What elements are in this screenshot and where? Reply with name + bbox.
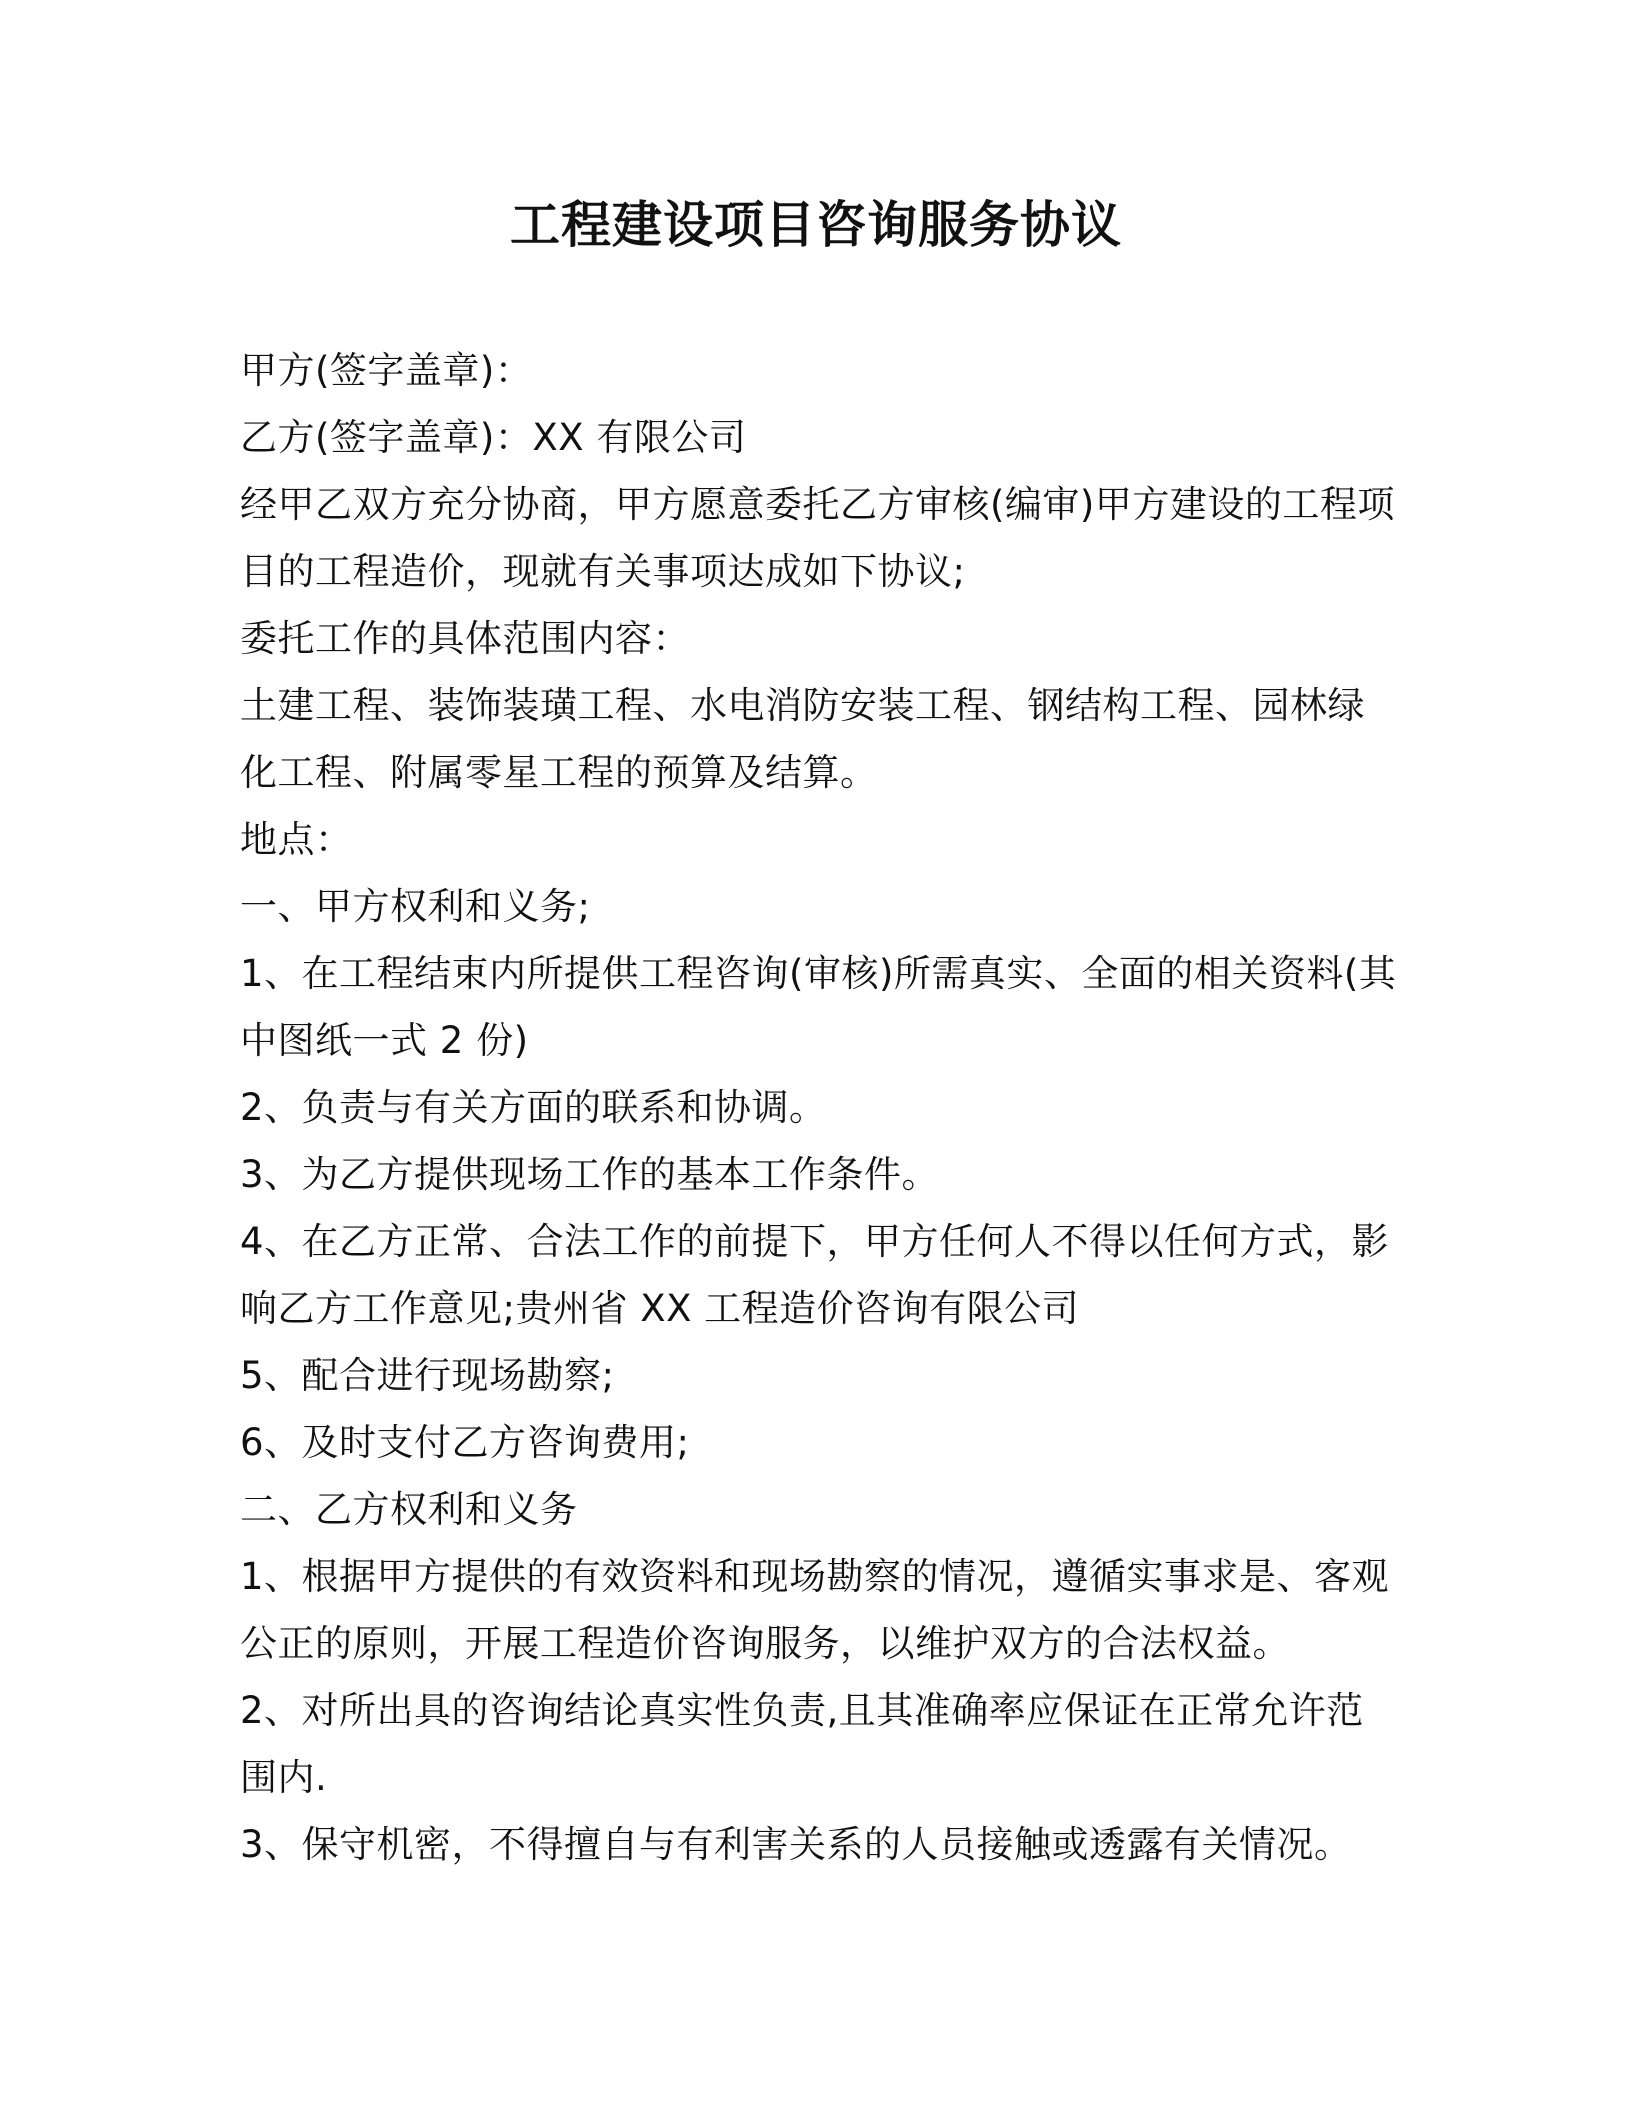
party-b-clause-3: 3、保守机密，不得擅自与有利害关系的人员接触或透露有关情况。 — [240, 1823, 1352, 1866]
section-heading-party-b: 二、乙方权利和义务 — [240, 1488, 578, 1531]
party-b-clause-1: 1、根据甲方提供的有效资料和现场勘察的情况，遵循实事求是、客观公正的原则，开展工程造价咨询服务，以维护双方的合法权益。 — [240, 1555, 1390, 1665]
party-a-clause-4: 4、在乙方正常、合法工作的前提下，甲方任何人不得以任何方式，影响乙方工作意见;贵州省 XX 工程造价咨询有限公司 — [240, 1220, 1390, 1330]
location-line: 地点： — [240, 818, 353, 861]
party-a-clause-3: 3、为乙方提供现场工作的基本工作条件。 — [240, 1153, 940, 1196]
party-a-clause-5: 5、配合进行现场勘察; — [240, 1354, 615, 1397]
party-b-clause-2: 2、对所出具的咨询结论真实性负责,且其准确率应保证在正常允许范围内. — [240, 1689, 1364, 1799]
section-heading-party-a: 一、甲方权利和义务; — [240, 885, 591, 928]
document-body — [240, 337, 1400, 1878]
document-title: 工程建设项目咨询服务协议 — [510, 196, 1122, 254]
party-a-clause-1: 1、在工程结束内所提供工程咨询(审核)所需真实、全面的相关资料(其中图纸一式 2 份) — [240, 952, 1397, 1062]
scope-paragraph: 土建工程、装饰装璜工程、水电消防安装工程、钢结构工程、园林绿化工程、附属零星工程的预算及结算。 — [240, 684, 1365, 794]
party-b-line: 乙方(签字盖章)：XX 有限公司 — [240, 416, 747, 459]
party-a-clause-2: 2、负责与有关方面的联系和协调。 — [240, 1086, 827, 1129]
preamble-paragraph: 经甲乙双方充分协商，甲方愿意委托乙方审核(编审)甲方建设的工程项目的工程造价，现就有关事项达成如下协议; — [240, 483, 1395, 593]
party-a-line: 甲方(签字盖章)： — [240, 349, 533, 392]
party-a-clause-6: 6、及时支付乙方咨询费用; — [240, 1421, 690, 1464]
scope-heading: 委托工作的具体范围内容： — [240, 617, 690, 660]
